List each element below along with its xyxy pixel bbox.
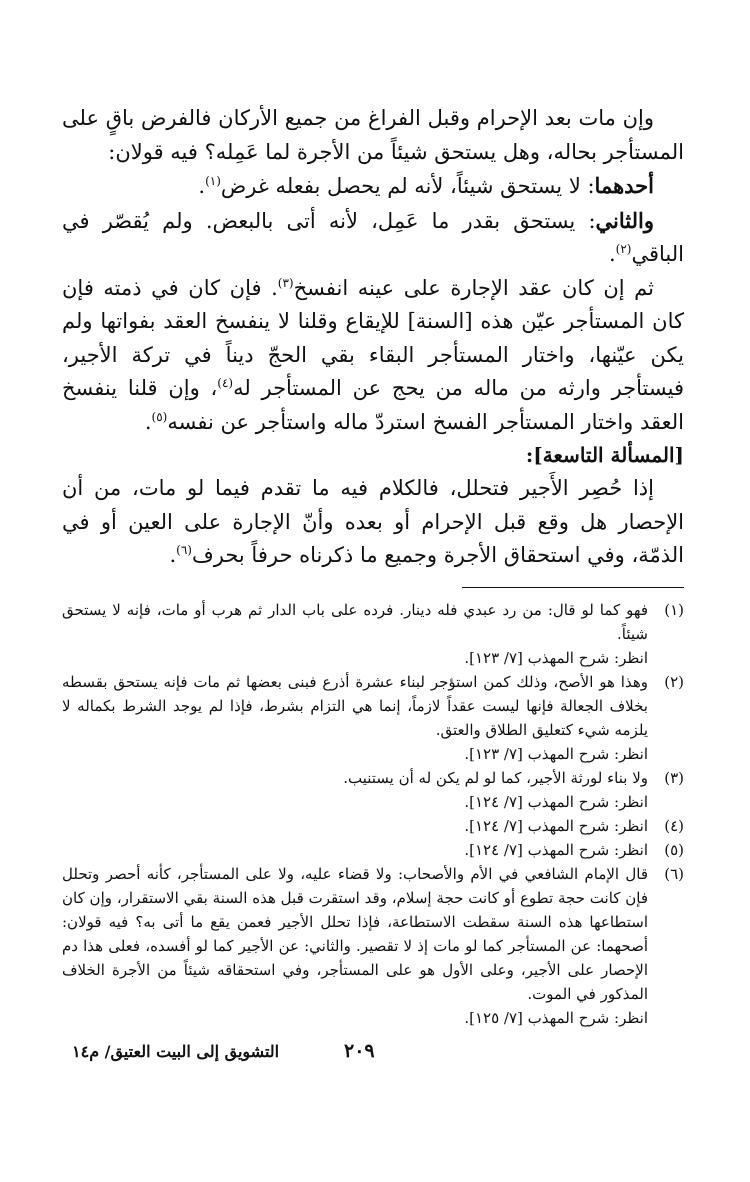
paragraph-4: ثم إن كان عقد الإجارة على عينه انفسخ$^{(٣)}$. فإن كان في ذمته فإن كان المستأجر عيّن هذه [السنة] للإيقاع وقلنا لا ينفسخ العقد بفواتها ولم يكن عيّنها، واختار المستأجر البقاء بقي الحجّ ديناً في تركة الأجير، فيستأجر وارثه من ماله من يحج عن المستأجر له$^{(٤)}$، وإن قلنا ينفسخ العقد واختار المستأجر الفسخ استردّ ماله واستأجر عن نفسه$^{(٥)}$. — [62, 275, 684, 434]
footnote-ref-4[interactable]: (٤) — [217, 376, 234, 390]
footnote-source: انظر: شرح المهذب [٧/ ١٢٣]. — [464, 648, 648, 667]
footnote-source: انظر: شرح المهذب [٧/ ١٢٤]. — [464, 792, 648, 811]
footnote-text: وهذا هو الأصح، وذلك كمن استؤجر لبناء عشرة أذرع فبنى بعضها ثم مات فإنه يستحق بقسطه بخلاف الجعالة فإنها ليست عقداً لازماً، إنما هي التزام بشرط، فإذا لم يوجد الشرط بكماله لا يلزمه شيء كتعليق الطلاق والعتق. — [62, 672, 648, 739]
main-text — [62, 102, 684, 573]
footnote-ref-5[interactable]: (٥) — [151, 409, 168, 424]
footnotes — [62, 598, 684, 1030]
paragraph-3: والثاني: يستحق بقدر ما عَمِل، لأنه أتى بالبعض. ولم يُقصّر في الباقي$^{(٢)}$. — [62, 207, 684, 266]
book-title: التشويق إلى البيت العتيق/ م١٤ — [72, 1042, 280, 1061]
first-opinion-text: : لا يستحق شيئاً، لأنه لم يحصل بفعله غرض — [220, 174, 595, 198]
footnote-text: قال الإمام الشافعي في الأم والأصحاب: ولا قضاء عليه، ولا على المستأجر، كأنه أحصر وتحلل فإن كانت حجة تطوع أو كانت حجة إسلام، وقد استقرت قبل هذه السنة بقي الاستقرار، وإن كان استطاعها هذه السنة سقطت الاستطاعة، فإذا تحلل الأجير فعمن يقع ما أتى به؟ فيه قولان: أصحهما: عن المستأجر كما لو مات إذ لا تقصير. والثاني: عن الأجير كما لو أفسده، فعلى هذا دم الإحصار على الأجير، وعلى الأول هو على المستأجر، وفي استحقاقه شيئاً من الأجرة الخلاف المذكور في الموت. — [62, 864, 648, 1003]
paragraph-4-part-c: ، وإن قلنا ينفسخ العقد واختار المستأجر الفسخ استردّ ماله واستأجر عن نفسه — [62, 376, 684, 434]
footnote-ref-1[interactable]: (١) — [205, 174, 221, 188]
footnote-source: انظر: شرح المهذب [٧/ ١٢٤]. — [464, 840, 648, 859]
page-footer — [72, 1040, 682, 1070]
paragraph-4-part-a: ثم إن كان عقد الإجارة على عينه انفسخ — [293, 275, 654, 300]
footnote-ref-2[interactable]: (٢) — [615, 242, 632, 256]
footnote-ref-3[interactable]: (٣) — [277, 275, 294, 290]
page-body — [62, 102, 684, 1030]
paragraph-5: إذا حُصِر الأَجير فتحلل، فالكلام فيه ما تقدم فيما لو مات، من أن الإحصار هل وقع قبل الإحرام أو بعده وأنّ الإجارة على العين أو في الذمّة، وفي استحقاق الأجرة وجميع ما ذكرناه حرفاً بحرف$^{(٦)}$. — [62, 476, 684, 567]
footnote-source: انظر: شرح المهذب [٧/ ١٢٥]. — [464, 1008, 648, 1027]
footnote-source: انظر: شرح المهذب [٧/ ١٢٤]. — [464, 816, 648, 835]
footnote-number: (٥) — [664, 840, 684, 859]
footnote-6 — [62, 862, 684, 1030]
paragraph-4-part-b: . فإن كان في ذمته فإن كان المستأجر عيّن هذه [السنة] للإيقاع وقلنا لا ينفسخ العقد بفواتها ولم يكن عيّنها، واختار المستأجر البقاء بقي الحجّ ديناً في تركة الأجير، فيستأجر وارثه من ماله من يحج عن المستأجر له — [62, 275, 684, 400]
section-heading: [المسألة التاسعة]: — [525, 443, 684, 467]
footnote-number: (١) — [664, 600, 684, 619]
paragraph-2: أحدهما: لا يستحق شيئاً، لأنه لم يحصل بفعله غرض$^{(١)}$. — [198, 173, 654, 198]
footnote-3 — [62, 766, 684, 814]
footnote-ref-6[interactable]: (٦) — [176, 543, 192, 557]
footnote-4 — [62, 814, 684, 838]
footnote-number: (٤) — [664, 816, 684, 835]
footnote-source: انظر: شرح المهذب [٧/ ١٢٣]. — [464, 744, 648, 763]
paragraph-1: وإن مات بعد الإحرام وقبل الفراغ من جميع الأركان فالفرض باقٍ على المستأجر بحاله، وهل يستحق شيئاً من الأجرة لما عَمِله؟ فيه قولان: — [62, 106, 684, 164]
footnote-1 — [62, 598, 684, 670]
footnote-divider — [462, 587, 684, 588]
second-opinion-text: : يستحق بقدر ما عَمِل، لأنه أتى بالبعض. ولم يُقصّر في الباقي — [62, 208, 684, 266]
footnote-number: (٣) — [664, 768, 684, 787]
second-opinion-label: والثاني — [595, 207, 654, 233]
footnote-number: (٢) — [664, 672, 684, 691]
footnote-text: ولا بناء لورثة الأجير، كما لو لم يكن له أن يستنيب. — [343, 768, 648, 787]
page-number: ٢٠٩ — [344, 1040, 375, 1062]
footnote-number: (٦) — [664, 864, 684, 883]
paragraph-5-text: إذا حُصِر الأَجير فتحلل، فالكلام فيه ما تقدم فيما لو مات، من أن الإحصار هل وقع قبل الإحرام أو بعده وأنّ الإجارة على العين أو في الذمّة، وفي استحقاق الأجرة وجميع ما ذكرناه حرفاً بحرف — [62, 476, 684, 567]
footnote-2 — [62, 670, 684, 766]
footnote-text: فهو كما لو قال: من رد عبدي فله دينار. فرده على باب الدار ثم هرب أو مات، فإنه لا يستحق شيئاً. — [62, 600, 648, 643]
first-opinion-label: أحدهما — [594, 173, 654, 198]
footnote-5 — [62, 838, 684, 862]
